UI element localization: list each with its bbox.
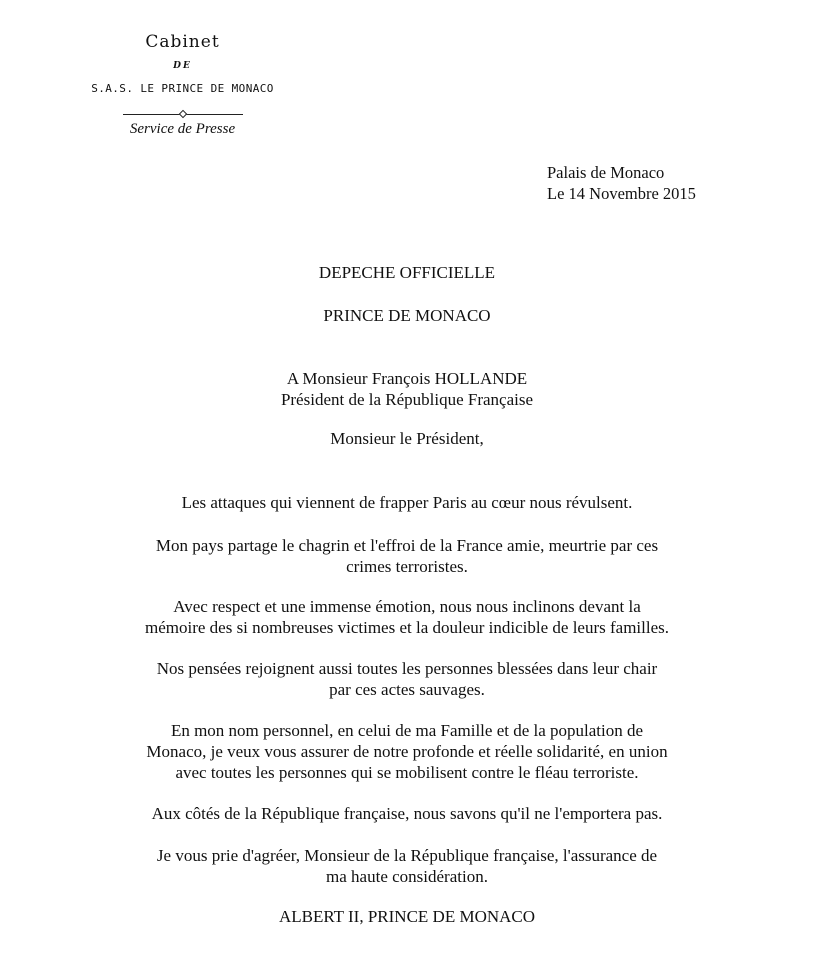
heading-subtitle: PRINCE DE MONACO: [323, 306, 491, 325]
paragraph-line: ma haute considération.: [326, 867, 488, 886]
addressee-title: Président de la République Française: [280, 390, 534, 409]
paragraph: [0, 845, 814, 887]
paragraph-line: crimes terroristes.: [346, 557, 468, 576]
paragraph: [0, 535, 814, 577]
letterhead-service: Service de Presse: [129, 121, 236, 137]
paragraph: [0, 492, 814, 514]
paragraph-line: avec toutes les personnes qui se mobilisent contre le fléau terroriste.: [175, 763, 639, 782]
paragraph-line: Je vous prie d'agréer, Monsieur de la République française, l'assurance de: [156, 846, 658, 865]
paragraph-line: par ces actes sauvages.: [329, 680, 485, 699]
letterhead: [70, 30, 295, 139]
paragraph-line: Aux côtés de la République française, nous savons qu'il ne l'emportera pas.: [151, 804, 663, 823]
paragraph-line: En mon nom personnel, en celui de ma Famille et de la population de: [170, 721, 644, 740]
paragraph-line: Monaco, je veux vous assurer de notre profonde et réelle solidarité, en union: [146, 742, 668, 761]
letterhead-prince: S.A.S. LE PRINCE DE MONACO: [91, 82, 274, 95]
paragraph: [0, 803, 814, 825]
heading-title: DEPECHE OFFICIELLE: [318, 263, 496, 282]
paragraph: [0, 658, 814, 700]
paragraph-line: mémoire des si nombreuses victimes et la douleur indicible de leurs familles.: [144, 618, 670, 637]
paragraph-line: Nos pensées rejoignent aussi toutes les personnes blessées dans leur chair: [156, 659, 658, 678]
letterhead-de: DE: [173, 61, 192, 71]
salutation: Monsieur le Président,: [330, 429, 484, 448]
paragraph-line: Avec respect et une immense émotion, nous nous inclinons devant la: [173, 597, 641, 616]
date: Le 14 Novembre 2015: [547, 184, 696, 203]
paragraph: [0, 720, 814, 783]
paragraph-line: Mon pays partage le chagrin et l'effroi de la France amie, meurtrie par ces: [155, 536, 659, 555]
signature: ALBERT II, PRINCE DE MONACO: [278, 907, 536, 926]
addressee-block: [0, 368, 814, 410]
ornamental-divider: [123, 111, 243, 117]
paragraph-line: Les attaques qui viennent de frapper Paris au cœur nous révulsent.: [181, 493, 633, 512]
paragraph: [0, 596, 814, 638]
place-date-block: [547, 162, 696, 204]
addressee-name: A Monsieur François HOLLANDE: [286, 369, 528, 388]
letterhead-cabinet: Cabinet: [145, 32, 220, 52]
place: Palais de Monaco: [547, 163, 665, 182]
